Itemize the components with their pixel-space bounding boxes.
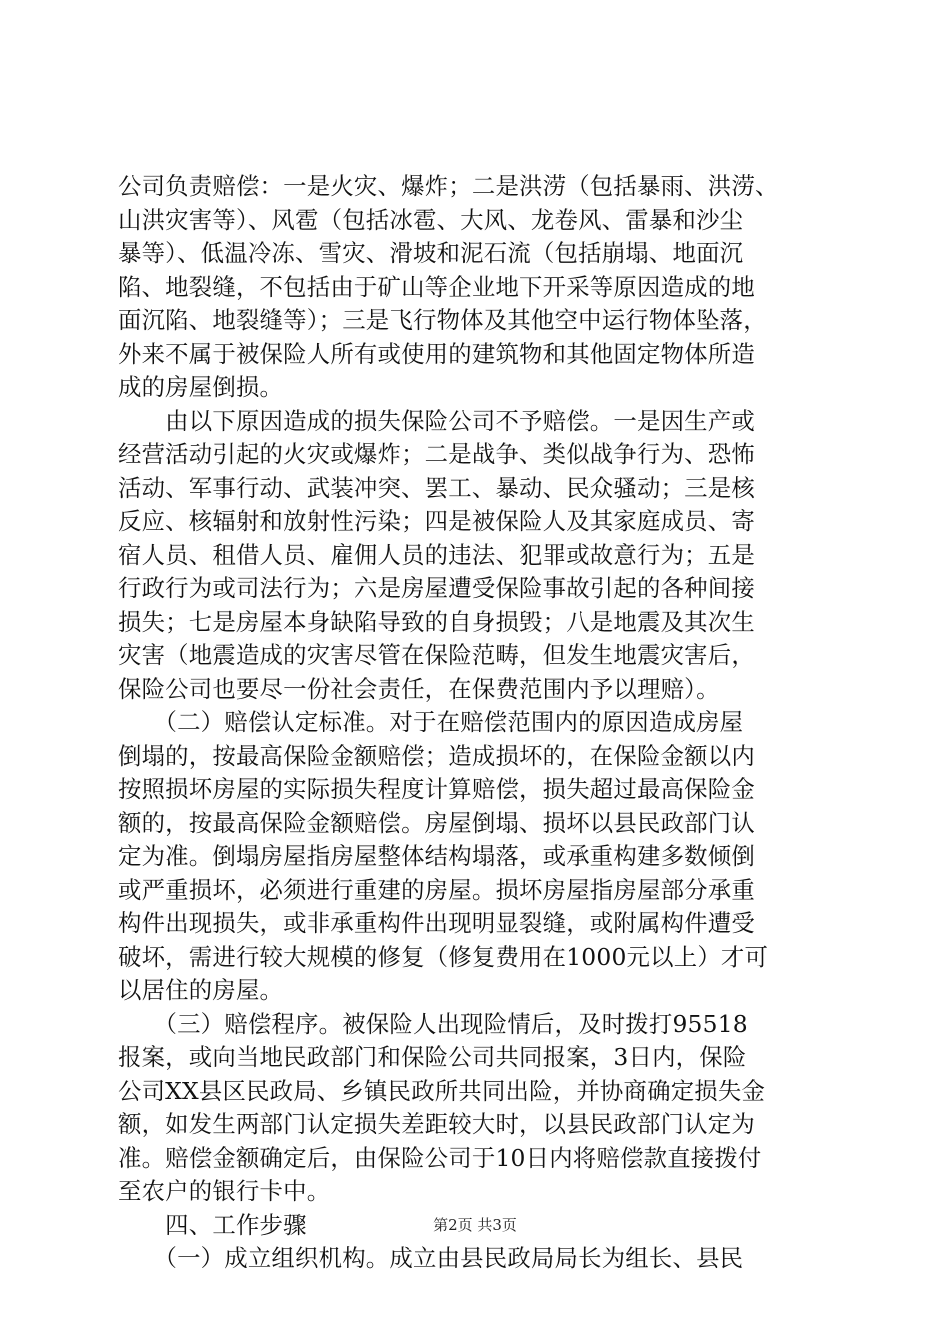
text-line: 保险公司也要尽一份社会责任，在保费范围内予以理赔）。 (118, 674, 720, 703)
text-line: 至农户的银行卡中。 (118, 1177, 331, 1205)
text-line: 灾害（地震造成的灾害尽管在保险范畴，但发生地震灾害后， (118, 641, 755, 669)
text-line: 成的房屋倒损。 (118, 373, 284, 401)
text-line: 准。赔偿金额确定后，由保险公司于10日内将赔偿款直接拨付 (118, 1143, 762, 1172)
text-line: 以居住的房屋。 (118, 976, 284, 1004)
text-line: 外来不属于被保险人所有或使用的建筑物和其他固定物体所造 (118, 339, 755, 368)
text-line: 四、工作步骤 (118, 1210, 307, 1239)
text-line: 行政行为或司法行为；六是房屋遭受保险事故引起的各种间接 (118, 574, 755, 602)
text-line: 按照损坏房屋的实际损失程度计算赔偿，损失超过最高保险金 (118, 775, 755, 803)
text-line: （三）赔偿程序。被保险人出现险情后，及时拨打95518 (118, 1009, 748, 1038)
text-line: 山洪灾害等）、风雹（包括冰雹、大风、龙卷风、雷暴和沙尘 (118, 205, 744, 234)
text-line: 额的，按最高保险金额赔偿。房屋倒塌、损坏以县民政部门认 (118, 808, 755, 837)
text-line: 损失；七是房屋本身缺陷导致的自身损毁；八是地震及其次生 (118, 607, 755, 636)
text-line: 由以下原因造成的损失保险公司不予赔偿。一是因生产或 (118, 406, 755, 435)
text-line: 倒塌的，按最高保险金额赔偿；造成损坏的，在保险金额以内 (118, 741, 755, 770)
text-line: 暴等）、低温冷冻、雪灾、滑坡和泥石流（包括崩塌、地面沉 (118, 239, 744, 267)
text-line: （一）成立组织机构。成立由县民政局局长为组长、县民 (118, 1244, 744, 1272)
text-line: 定为准。倒塌房屋指房屋整体结构塌落，或承重构建多数倾倒 (118, 842, 755, 870)
text-line: 报案，或向当地民政部门和保险公司共同报案，3日内，保险 (118, 1043, 747, 1071)
text-line: 额，如发生两部门认定损失差距较大时，以县民政部门认定为 (118, 1110, 755, 1138)
text-line: 公司负责赔偿：一是火灾、爆炸；二是洪涝（包括暴雨、洪涝、 (118, 172, 779, 200)
document-body (118, 170, 848, 1276)
text-line: 活动、军事行动、武装冲突、罢工、暴动、民众骚动；三是核 (118, 473, 755, 502)
page-number-footer: 第2页 共3页 (433, 1216, 517, 1234)
text-line: 宿人员、租借人员、雇佣人员的违法、犯罪或故意行为；五是 (118, 540, 755, 569)
text-line: 破坏，需进行较大规模的修复（修复费用在1000元以上）才可 (118, 942, 769, 971)
text-line: 面沉陷、地裂缝等）；三是飞行物体及其他空中运行物体坠落， (118, 306, 767, 334)
text-line: （二）赔偿认定标准。对于在赔偿范围内的原因造成房屋 (118, 708, 744, 736)
text-line: 经营活动引起的火灾或爆炸；二是战争、类似战争行为、恐怖 (118, 440, 755, 468)
text-line: 反应、核辐射和放射性污染；四是被保险人及其家庭成员、寄 (118, 507, 755, 535)
text-line: 公司XX县区民政局、乡镇民政所共同出险，并协商确定损失金 (118, 1076, 766, 1105)
text-line: 构件出现损失，或非承重构件出现明显裂缝，或附属构件遭受 (118, 909, 755, 937)
text-line: 陷、地裂缝，不包括由于矿山等企业地下开采等原因造成的地 (118, 272, 755, 301)
text-line: 或严重损坏，必须进行重建的房屋。损坏房屋指房屋部分承重 (118, 875, 755, 904)
